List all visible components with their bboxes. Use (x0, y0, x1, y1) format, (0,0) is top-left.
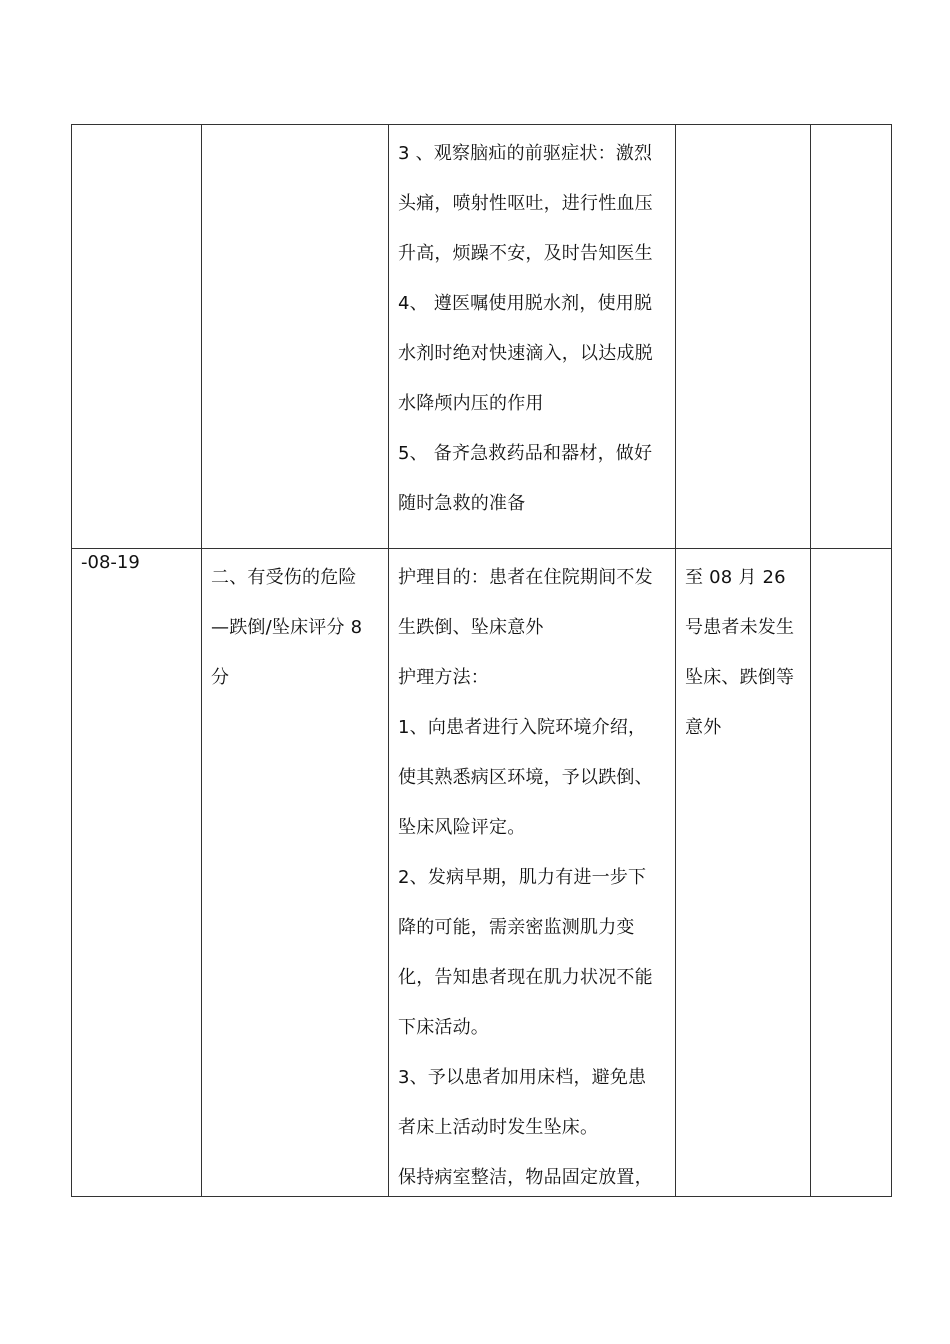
measure-line: 者床上活动时发生坠床。 (398, 1117, 599, 1138)
measure-line: 生跌倒、坠床意外 (398, 617, 544, 638)
diagnosis-line: 分 (211, 667, 230, 688)
measure-line: 5、 备齐急救药品和器材，做好 (398, 443, 653, 464)
signature-cell (811, 549, 892, 1197)
measure-line: 保持病室整洁，物品固定放置， (398, 1167, 653, 1188)
date-cell (72, 125, 202, 549)
measure-line: 升高，烦躁不安，及时告知医生 (398, 243, 653, 264)
date-cell (72, 549, 202, 1197)
measure-line: 随时急救的准备 (398, 493, 526, 514)
evaluation-line: 坠床、跌倒等 (685, 667, 795, 688)
evaluation-cell (676, 125, 811, 549)
measure-line: 4、 遵医嘱使用脱水剂，使用脱 (398, 293, 653, 314)
date-text: -08-19 (81, 552, 140, 573)
measure-line: 使其熟悉病区环境，予以跌倒、 (398, 767, 653, 788)
measure-line: 水剂时绝对快速滴入，以达成脱 (398, 343, 653, 364)
measure-line: 坠床风险评定。 (398, 817, 526, 838)
table-row (72, 125, 892, 549)
measure-line: 3、予以患者加用床档，避免患 (398, 1067, 647, 1088)
diagnosis-line: 二、有受伤的危险 (211, 567, 357, 588)
evaluation-line: 至 08 月 26 (685, 567, 786, 588)
signature-cell (811, 125, 892, 549)
measure-line: 护理目的：患者在住院期间不发 (398, 567, 653, 588)
measure-line: 降的可能，需亲密监测肌力变 (398, 917, 635, 938)
evaluation-line: 意外 (685, 717, 722, 738)
measure-line: 3 、观察脑疝的前驱症状：激烈 (398, 143, 653, 164)
measure-line: 2、发病早期，肌力有进一步下 (398, 867, 647, 888)
nursing-care-plan-table (71, 124, 892, 1197)
measure-line: 下床活动。 (398, 1017, 489, 1038)
evaluation-line: 号患者未发生 (685, 617, 795, 638)
measure-line: 1、向患者进行入院环境介绍， (398, 717, 647, 738)
diagnosis-cell (202, 125, 389, 549)
measures-cell (389, 549, 676, 1197)
evaluation-cell (676, 549, 811, 1197)
measure-line: 化，告知患者现在肌力状况不能 (398, 967, 653, 988)
diagnosis-cell (202, 549, 389, 1197)
table-row (72, 549, 892, 1197)
measure-line: 护理方法： (398, 667, 489, 688)
diagnosis-line: —跌倒/坠床评分 8 (211, 617, 363, 638)
measures-cell (389, 125, 676, 549)
measure-line: 头痛，喷射性呕吐，进行性血压 (398, 193, 653, 214)
measure-line: 水降颅内压的作用 (398, 393, 544, 414)
